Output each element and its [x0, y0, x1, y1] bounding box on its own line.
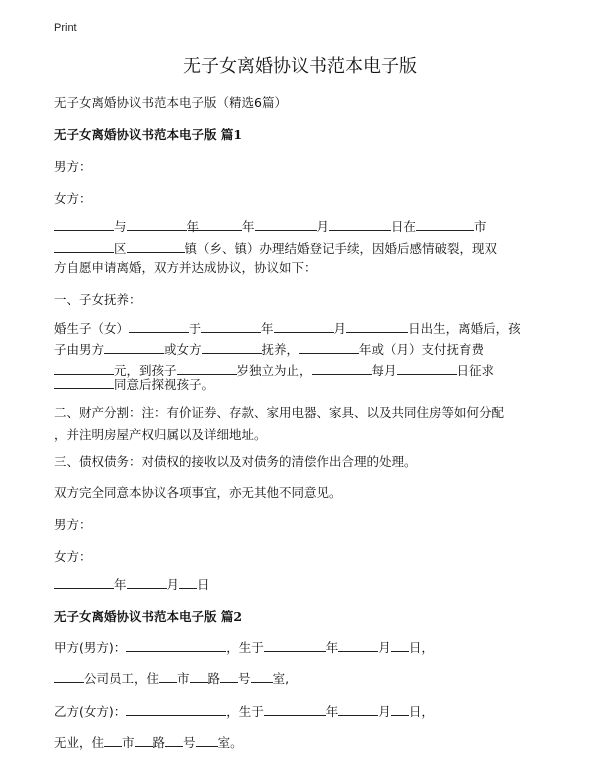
- blank-sign-month: [127, 576, 167, 589]
- blank-sign-year: [54, 576, 114, 589]
- blank-child-day: [346, 320, 408, 333]
- blank-party-a-day: [391, 639, 409, 652]
- intro-line-1: 与 年: [54, 216, 554, 237]
- blank-party-b-year: [264, 703, 326, 716]
- child-line-1: 婚生子（女） 于 年 月 日出生，离婚后，孩: [54, 321, 521, 336]
- blank-number-b: [165, 734, 183, 747]
- blank-party-b-day: [391, 703, 409, 716]
- blank-year: [188, 218, 242, 231]
- blank-child-year: [201, 320, 261, 333]
- party-b-address: 无业，住 市 路 号 室。: [54, 735, 243, 750]
- property-line-1: 二、财产分割：注：有价证券、存款、家用电器、家具、以及共同住房等如何分配: [54, 405, 505, 420]
- blank-district: [54, 240, 114, 253]
- party-b-line: 乙方(女方)： ，生于 年 月 日，: [54, 704, 434, 719]
- blank-company: [54, 670, 84, 683]
- blank-party-a-month: [338, 639, 378, 652]
- blank-raised-wife: [202, 341, 262, 354]
- section2-heading: 无子女离婚协议书范本电子版 篇2: [54, 609, 243, 624]
- blank-city: [416, 218, 474, 231]
- husband-label: 男方：: [54, 159, 92, 174]
- blank-room-b: [196, 734, 218, 747]
- wife-label: 女方：: [54, 191, 92, 206]
- blank-road-b: [135, 734, 153, 747]
- party-a-line: 甲方(男方)： ，生于 年 月 日，: [54, 640, 434, 655]
- subtitle: 无子女离婚协议书范本电子版（精选6篇）: [54, 95, 287, 110]
- blank-party-b-name: [126, 703, 226, 716]
- blank-city-a: [159, 670, 177, 683]
- property-line-2: ，并注明房屋产权归属以及详细地址。: [54, 427, 267, 442]
- section1-heading: 无子女离婚协议书范本电子版 篇1: [54, 127, 243, 142]
- blank-party-a-name: [126, 639, 226, 652]
- blank-payer: [299, 341, 359, 354]
- intro-line-2: 区 镇（乡、镇）办理结婚登记手续，因婚后感情破裂，现双: [54, 238, 554, 259]
- agree-line: 双方完全同意本协议各项事宜，亦无其他不同意见。: [54, 485, 342, 500]
- blank-consent: [54, 376, 114, 389]
- blank-town: [127, 240, 185, 253]
- blank-party-b-month: [338, 703, 378, 716]
- blank-road-a: [190, 670, 208, 683]
- sign-date: 年 月 日: [54, 574, 554, 595]
- party-a-address: 公司员工，住 市 路 号 室,: [54, 668, 554, 689]
- husband-sign: 男方：: [54, 517, 92, 532]
- child-line-4: 同意后探视孩子。: [54, 370, 554, 395]
- child-line-2: 子由男方 或女方 抚养， 年或（月）支付抚育费: [54, 342, 485, 357]
- intro-line-1-rest: 年 月 日在 市: [54, 216, 554, 237]
- blank-month: [255, 218, 317, 231]
- child-line-3: 元，到孩子 岁独立为止， 每月 日征求: [54, 360, 554, 381]
- blank-city-b: [104, 734, 122, 747]
- blank-party-a-year: [264, 639, 326, 652]
- intro-line-3: 方自愿申请离婚，双方并达成协议，协议如下：: [54, 260, 317, 275]
- blank-room-a: [251, 670, 273, 683]
- blank-child-month: [274, 320, 334, 333]
- blank-sign-day: [179, 576, 197, 589]
- child-heading: 一、子女抚养：: [54, 292, 142, 307]
- print-label[interactable]: Print: [54, 22, 77, 34]
- blank-raised-husband: [104, 341, 164, 354]
- debt-line: 三、债权债务：对债权的接收以及对债务的清偿作出合理的处理。: [54, 454, 417, 469]
- blank-day: [329, 218, 391, 231]
- document-title: 无子女离婚协议书范本电子版: [183, 56, 417, 77]
- blank-child-name: [129, 320, 189, 333]
- wife-sign: 女方：: [54, 549, 92, 564]
- blank-number-a: [220, 670, 238, 683]
